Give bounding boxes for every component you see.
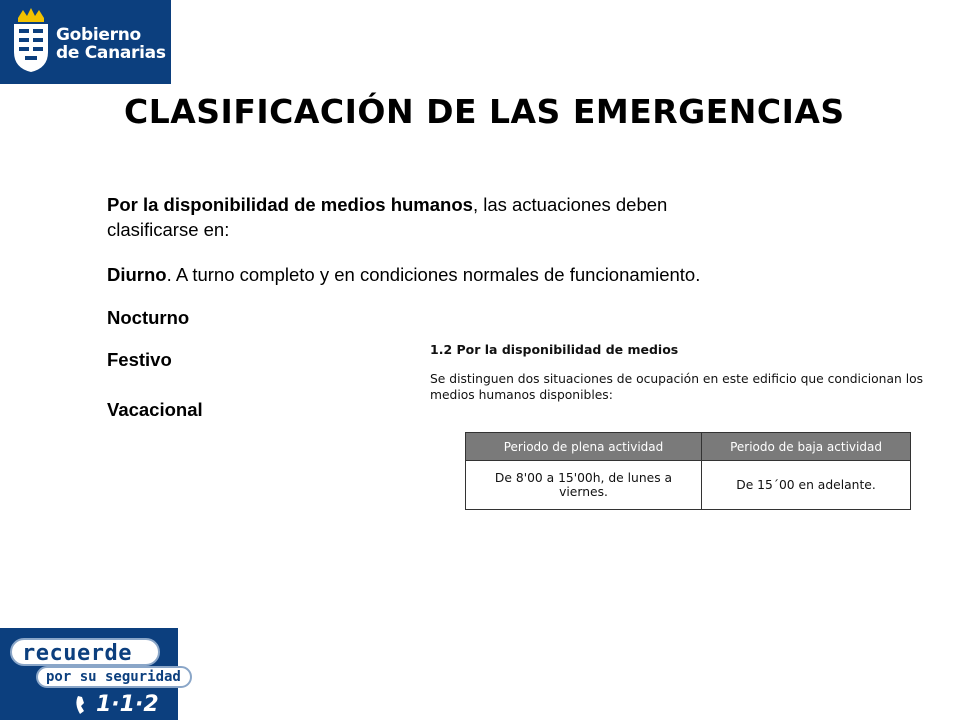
gobierno-canarias-logo xyxy=(0,0,171,84)
banner-word2: por su seguridad xyxy=(46,669,181,685)
item-vacacional: Vacacional xyxy=(107,399,203,420)
logo-line2: de Canarias xyxy=(56,43,166,63)
item-nocturno: Nocturno xyxy=(107,307,190,328)
table-cell: De 8'00 a 15'00h, de lunes a viernes. xyxy=(466,461,702,510)
emergency-number: 1·1·2 xyxy=(96,692,159,717)
activity-table xyxy=(465,432,911,510)
excerpt-body-line1: Se distinguen dos situaciones de ocupación en este edificio que condicionan los xyxy=(430,372,924,386)
excerpt-body xyxy=(430,371,955,403)
table-cell: De 15´00 en adelante. xyxy=(702,461,911,510)
diurno-paragraph xyxy=(107,262,700,287)
excerpt-heading: 1.2 Por la disponibilidad de medios xyxy=(430,342,679,357)
seguridad-pill xyxy=(36,666,192,688)
intro-bold: Por la disponibilidad de medios humanos xyxy=(107,194,473,215)
excerpt-body-line2: medios humanos disponibles: xyxy=(430,388,613,402)
recuerde-pill xyxy=(10,638,160,666)
coat-of-arms-icon xyxy=(10,8,52,74)
page-title: CLASIFICACIÓN DE LAS EMERGENCIAS xyxy=(124,92,845,131)
item-festivo: Festivo xyxy=(107,349,172,370)
diurno-bold: Diurno xyxy=(107,264,167,285)
banner-word1: recuerde xyxy=(22,641,132,666)
logo-line1: Gobierno xyxy=(56,25,141,45)
table-header: Periodo de plena actividad xyxy=(466,433,702,461)
table-row xyxy=(466,461,911,510)
table-header: Periodo de baja actividad xyxy=(702,433,911,461)
diurno-rest: . A turno completo y en condiciones normales de funcionamiento. xyxy=(166,264,701,285)
intro-line2: clasificarse en: xyxy=(107,219,230,240)
document-excerpt xyxy=(430,342,960,499)
phone-icon xyxy=(74,694,94,716)
intro-rest: , las actuaciones deben xyxy=(472,194,668,215)
intro-paragraph xyxy=(107,192,667,242)
recuerde-112-banner xyxy=(0,628,181,720)
table-header-row xyxy=(466,433,911,461)
